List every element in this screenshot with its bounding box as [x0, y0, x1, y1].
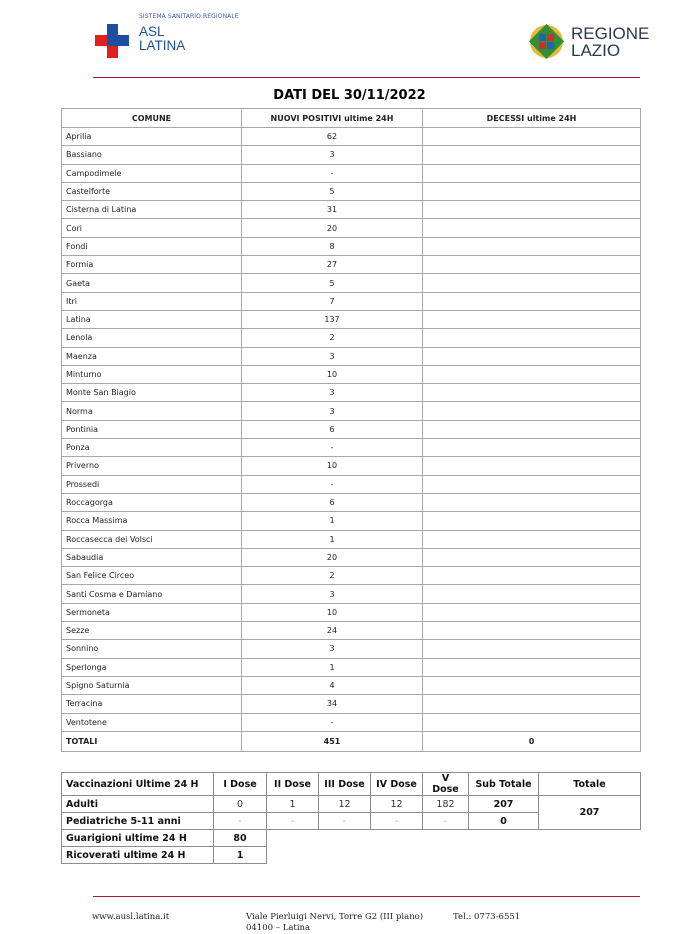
table-row [62, 384, 641, 402]
decessi-cell [423, 182, 641, 200]
table-row [62, 603, 641, 621]
table-row [62, 530, 641, 548]
header-comune: COMUNE [62, 109, 242, 128]
region-line1: REGIONE [571, 24, 650, 43]
decessi-cell [423, 146, 641, 164]
decessi-cell [423, 365, 641, 383]
table-row [62, 365, 641, 383]
decessi-cell [423, 164, 641, 182]
header-decessi: DECESSI ultime 24H [423, 109, 641, 128]
table-row [62, 585, 641, 603]
vaccination-totale: 207 [539, 796, 641, 830]
decessi-cell [423, 274, 641, 292]
comune-cell: Cisterna di Latina [62, 201, 242, 219]
region-line2: LAZIO [571, 41, 621, 60]
decessi-cell [423, 567, 641, 585]
comune-cell: Roccasecca dei Volsci [62, 530, 242, 548]
regione-lazio-name [571, 25, 649, 59]
pediatriche-iv-dose: - [371, 813, 423, 830]
comune-cell: Norma [62, 402, 242, 420]
positivi-cell: 2 [242, 329, 423, 347]
decessi-cell [423, 530, 641, 548]
adulti-ii-dose: 1 [267, 796, 319, 813]
header-i-dose: I Dose [214, 773, 267, 796]
positivi-cell: 5 [242, 182, 423, 200]
decessi-cell [423, 201, 641, 219]
pediatriche-subtotal: 0 [469, 813, 539, 830]
comune-cell: Priverno [62, 457, 242, 475]
table-row [62, 402, 641, 420]
table-row [62, 219, 641, 237]
decessi-cell [423, 695, 641, 713]
table-row [62, 329, 641, 347]
comune-cell: San Felice Circeo [62, 567, 242, 585]
vaccination-table [61, 772, 641, 864]
footer-address [246, 912, 423, 934]
table-row [62, 658, 641, 676]
positivi-cell: - [242, 713, 423, 731]
adulti-row [62, 796, 641, 813]
table-row [62, 548, 641, 566]
pediatriche-ii-dose: - [267, 813, 319, 830]
table-header-row [62, 109, 641, 128]
totals-positivi: 451 [242, 731, 423, 751]
ricoverati-label: Ricoverati ultime 24 H [62, 847, 214, 864]
decessi-cell [423, 310, 641, 328]
adulti-subtotal: 207 [469, 796, 539, 813]
positivi-cell: 10 [242, 603, 423, 621]
guarigioni-row [62, 830, 641, 847]
positivi-cell: 1 [242, 530, 423, 548]
comune-cell: Prossedi [62, 475, 242, 493]
decessi-cell [423, 548, 641, 566]
comune-cell: Aprilia [62, 128, 242, 146]
positivi-cell: 3 [242, 585, 423, 603]
table-row [62, 439, 641, 457]
decessi-cell [423, 585, 641, 603]
decessi-cell [423, 256, 641, 274]
decessi-cell [423, 676, 641, 694]
decessi-cell [423, 603, 641, 621]
comuni-table [61, 108, 641, 752]
positivi-cell: 2 [242, 567, 423, 585]
decessi-cell [423, 384, 641, 402]
table-row [62, 695, 641, 713]
pediatriche-i-dose: - [214, 813, 267, 830]
comune-cell: Sezze [62, 622, 242, 640]
comune-cell: Santi Cosma e Damiano [62, 585, 242, 603]
table-row [62, 713, 641, 731]
header-divider [93, 77, 640, 78]
header-ii-dose: II Dose [267, 773, 319, 796]
totals-label: TOTALI [62, 731, 242, 751]
decessi-cell [423, 439, 641, 457]
adulti-label: Adulti [62, 796, 214, 813]
table-row [62, 347, 641, 365]
adulti-i-dose: 0 [214, 796, 267, 813]
ricoverati-row [62, 847, 641, 864]
asl-cross-logo-icon [95, 24, 129, 58]
decessi-cell [423, 640, 641, 658]
decessi-cell [423, 493, 641, 511]
positivi-cell: 5 [242, 274, 423, 292]
positivi-cell: 34 [242, 695, 423, 713]
footer-divider [93, 896, 640, 897]
comune-cell: Itri [62, 292, 242, 310]
ricoverati-value: 1 [214, 847, 267, 864]
table-row [62, 292, 641, 310]
table-row [62, 256, 641, 274]
positivi-cell: 20 [242, 548, 423, 566]
page-title: DATI DEL 30/11/2022 [273, 88, 426, 103]
asl-name-line2: LATINA [139, 38, 186, 53]
header-iii-dose: III Dose [319, 773, 371, 796]
table-row [62, 420, 641, 438]
footer-website[interactable]: www.ausl.latina.it [92, 912, 170, 922]
comune-cell: Terracina [62, 695, 242, 713]
vaccination-header-row [62, 773, 641, 796]
decessi-cell [423, 402, 641, 420]
decessi-cell [423, 292, 641, 310]
asl-name [139, 25, 185, 53]
comune-cell: Bassiano [62, 146, 242, 164]
positivi-cell: 10 [242, 457, 423, 475]
adulti-iv-dose: 12 [371, 796, 423, 813]
comune-cell: Spigno Saturnia [62, 676, 242, 694]
totals-row [62, 731, 641, 751]
decessi-cell [423, 713, 641, 731]
comune-cell: Maenza [62, 347, 242, 365]
asl-name-line1: ASL [139, 24, 165, 39]
positivi-cell: 10 [242, 365, 423, 383]
positivi-cell: 3 [242, 384, 423, 402]
positivi-cell: 31 [242, 201, 423, 219]
comune-cell: Gaeta [62, 274, 242, 292]
comune-cell: Castelforte [62, 182, 242, 200]
decessi-cell [423, 475, 641, 493]
adulti-iii-dose: 12 [319, 796, 371, 813]
decessi-cell [423, 347, 641, 365]
adulti-v-dose: 182 [423, 796, 469, 813]
table-row [62, 164, 641, 182]
table-row [62, 201, 641, 219]
guarigioni-value: 80 [214, 830, 267, 847]
table-row [62, 622, 641, 640]
comune-cell: Formia [62, 256, 242, 274]
comune-cell: Sabaudia [62, 548, 242, 566]
positivi-cell: 7 [242, 292, 423, 310]
table-row [62, 567, 641, 585]
pediatriche-iii-dose: - [319, 813, 371, 830]
positivi-cell: 137 [242, 310, 423, 328]
table-row [62, 237, 641, 255]
positivi-cell: 27 [242, 256, 423, 274]
positivi-cell: 3 [242, 347, 423, 365]
table-row [62, 310, 641, 328]
table-row [62, 457, 641, 475]
decessi-cell [423, 237, 641, 255]
table-row [62, 512, 641, 530]
decessi-cell [423, 658, 641, 676]
comune-cell: Roccagorga [62, 493, 242, 511]
positivi-cell: 62 [242, 128, 423, 146]
decessi-cell [423, 219, 641, 237]
pediatriche-label: Pediatriche 5-11 anni [62, 813, 214, 830]
comune-cell: Fondi [62, 237, 242, 255]
header-sub-totale: Sub Totale [469, 773, 539, 796]
header-totale: Totale [539, 773, 641, 796]
comune-cell: Minturno [62, 365, 242, 383]
totals-decessi: 0 [423, 731, 641, 751]
positivi-cell: 1 [242, 512, 423, 530]
positivi-cell: 3 [242, 402, 423, 420]
positivi-cell: - [242, 164, 423, 182]
table-row [62, 182, 641, 200]
positivi-cell: 3 [242, 146, 423, 164]
table-row [62, 146, 641, 164]
comune-cell: Cori [62, 219, 242, 237]
decessi-cell [423, 622, 641, 640]
header-v-dose: V Dose [423, 773, 469, 796]
positivi-cell: 1 [242, 658, 423, 676]
decessi-cell [423, 457, 641, 475]
table-row [62, 676, 641, 694]
asl-subtitle: SISTEMA SANITARIO REGIONALE [139, 13, 239, 20]
header-nuovi-positivi: NUOVI POSITIVI ultime 24H [242, 109, 423, 128]
pediatriche-v-dose: - [423, 813, 469, 830]
table-row [62, 640, 641, 658]
decessi-cell [423, 512, 641, 530]
comune-cell: Ponza [62, 439, 242, 457]
decessi-cell [423, 329, 641, 347]
table-row [62, 274, 641, 292]
comune-cell: Campodimele [62, 164, 242, 182]
positivi-cell: 4 [242, 676, 423, 694]
positivi-cell: - [242, 439, 423, 457]
table-row [62, 493, 641, 511]
decessi-cell [423, 420, 641, 438]
footer-phone: Tel.: 0773-6551 [453, 912, 521, 922]
comune-cell: Latina [62, 310, 242, 328]
table-row [62, 475, 641, 493]
comune-cell: Sperlonga [62, 658, 242, 676]
regione-lazio-emblem-icon [530, 25, 563, 58]
comune-cell: Monte San Biagio [62, 384, 242, 402]
positivi-cell: - [242, 475, 423, 493]
comune-cell: Rocca Massima [62, 512, 242, 530]
comune-cell: Lenola [62, 329, 242, 347]
comune-cell: Pontinia [62, 420, 242, 438]
header-iv-dose: IV Dose [371, 773, 423, 796]
header-vaccinazioni: Vaccinazioni Ultime 24 H [62, 773, 214, 796]
positivi-cell: 3 [242, 640, 423, 658]
comune-cell: Sonnino [62, 640, 242, 658]
comune-cell: Ventotene [62, 713, 242, 731]
guarigioni-label: Guarigioni ultime 24 H [62, 830, 214, 847]
positivi-cell: 6 [242, 493, 423, 511]
table-row [62, 128, 641, 146]
comune-cell: Sermoneta [62, 603, 242, 621]
positivi-cell: 8 [242, 237, 423, 255]
decessi-cell [423, 128, 641, 146]
positivi-cell: 24 [242, 622, 423, 640]
positivi-cell: 6 [242, 420, 423, 438]
positivi-cell: 20 [242, 219, 423, 237]
footer-address-line1: Viale Pierluigi Nervi, Torre G2 (III piano) [246, 912, 424, 922]
footer-address-line2: 04100 – Latina [246, 923, 311, 933]
